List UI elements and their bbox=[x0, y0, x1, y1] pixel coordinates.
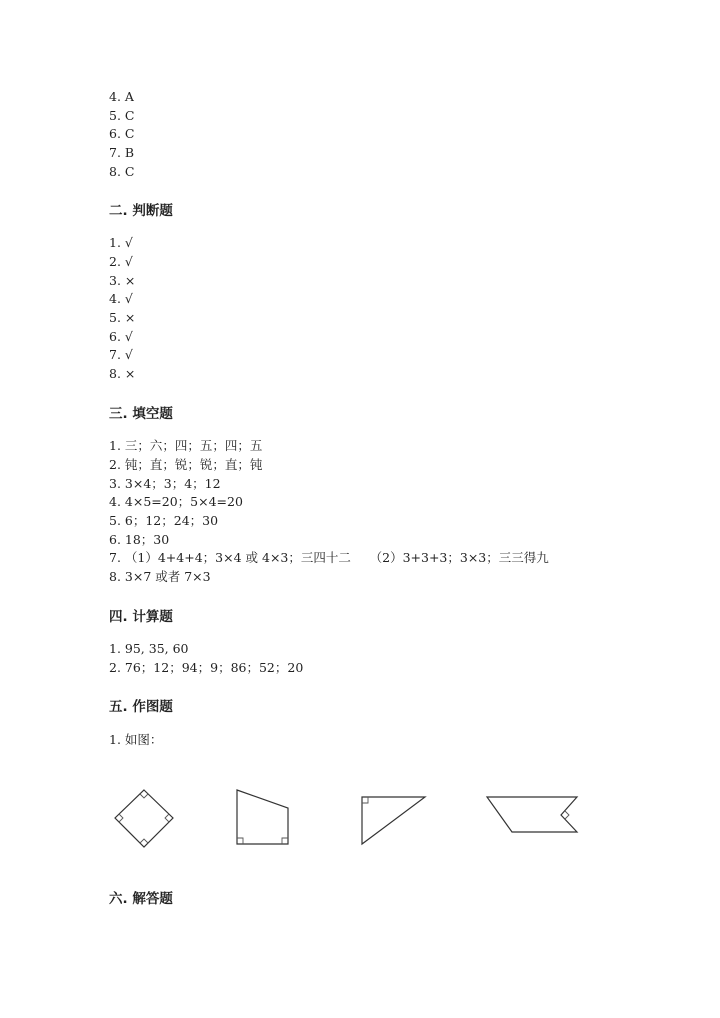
judgement-answer-4: 4. √ bbox=[109, 291, 133, 306]
judgement-answer-3: 3. × bbox=[109, 273, 136, 288]
judgement-answer-1: 1. √ bbox=[109, 235, 133, 250]
fill-answer-3: 3. 3×4；3；4；12 bbox=[109, 476, 221, 491]
fill-answer-2: 2. 钝；直；锐；锐；直；钝 bbox=[109, 457, 263, 472]
right-triangle-figure bbox=[362, 797, 425, 844]
judgement-answer-5: 5. × bbox=[109, 310, 136, 325]
section-heading-calculation: 四. 计算题 bbox=[109, 609, 173, 625]
rotated-square-figure bbox=[115, 790, 173, 847]
drawing-answer-1: 1. 如图： bbox=[109, 732, 163, 747]
choice-answer-4: 4. A bbox=[109, 89, 134, 104]
choice-answer-5: 5. C bbox=[109, 108, 135, 123]
judgement-answer-8: 8. × bbox=[109, 366, 136, 381]
choice-answer-7: 7. B bbox=[109, 145, 135, 160]
right-trapezoid-figure bbox=[237, 790, 288, 844]
choice-answer-8: 8. C bbox=[109, 164, 135, 179]
section-heading-drawing: 五. 作图题 bbox=[109, 699, 173, 715]
calc-answer-2: 2. 76；12；94；9；86；52；20 bbox=[109, 660, 304, 675]
section-heading-fill-blank: 三. 填空题 bbox=[109, 406, 173, 422]
calc-answer-1: 1. 95, 35, 60 bbox=[109, 641, 189, 656]
judgement-answer-7: 7. √ bbox=[109, 347, 133, 362]
section-heading-problem-solving: 六. 解答题 bbox=[109, 891, 173, 907]
fill-answer-5: 5. 6；12；24；30 bbox=[109, 513, 219, 528]
fill-answer-1: 1. 三；六；四；五；四；五 bbox=[109, 438, 263, 453]
judgement-answer-6: 6. √ bbox=[109, 329, 133, 344]
fill-answer-4: 4. 4×5=20；5×4=20 bbox=[109, 494, 243, 509]
notched-pentagon-figure bbox=[487, 797, 577, 832]
section-heading-judgement: 二. 判断题 bbox=[109, 203, 173, 219]
fill-answer-7: 7. （1）4+4+4；3×4 或 4×3；三四十二 （2）3+3+3；3×3；三三得九 bbox=[109, 550, 549, 565]
fill-answer-6: 6. 18；30 bbox=[109, 532, 170, 547]
fill-answer-8: 8. 3×7 或者 7×3 bbox=[109, 569, 211, 584]
judgement-answer-2: 2. √ bbox=[109, 254, 133, 269]
choice-answer-6: 6. C bbox=[109, 126, 135, 141]
